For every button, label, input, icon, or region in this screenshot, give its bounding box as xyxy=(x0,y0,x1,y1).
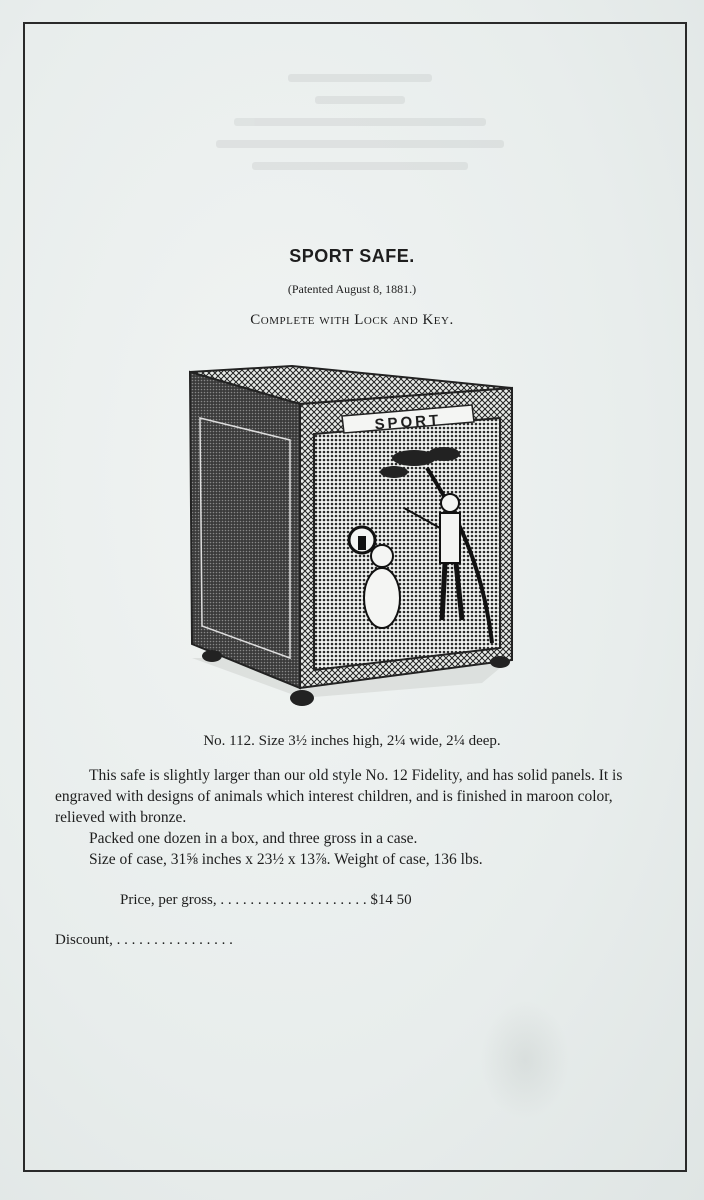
patent-note: (Patented August 8, 1881.) xyxy=(287,282,417,296)
safe-label-text: SPORT xyxy=(374,411,442,434)
packing-line: Packed one dozen in a box, and three gross in a case. xyxy=(89,830,418,847)
page-title: SPORT SAFE. xyxy=(289,246,415,266)
description-paragraph: This safe is slightly larger than our old style No. 12 Fidelity, and has solid panels. It is engraved with designs of animals which interest children, and is finished in maroon color, relieved with bronze. xyxy=(55,767,623,826)
page-subtitle: Complete with Lock and Key. xyxy=(250,312,454,328)
safe-illustration xyxy=(182,358,522,716)
item-caption: No. 112. Size 3½ inches high, 2¼ wide, 2¼ deep. xyxy=(203,733,501,749)
paper-stain xyxy=(480,1000,570,1120)
item-description xyxy=(55,765,660,870)
price-value: $14 50 xyxy=(370,892,412,908)
discount-row: Discount, . . . . . . . . . . . . . . . . xyxy=(55,932,233,948)
case-size-line: Size of case, 31⅝ inches x 23½ x 13⅞. Weight of case, 136 lbs. xyxy=(89,851,483,868)
price-label: Price, per gross, . . . . . . . . . . . . . . . . . . . . xyxy=(120,892,367,908)
price-row xyxy=(120,892,620,909)
